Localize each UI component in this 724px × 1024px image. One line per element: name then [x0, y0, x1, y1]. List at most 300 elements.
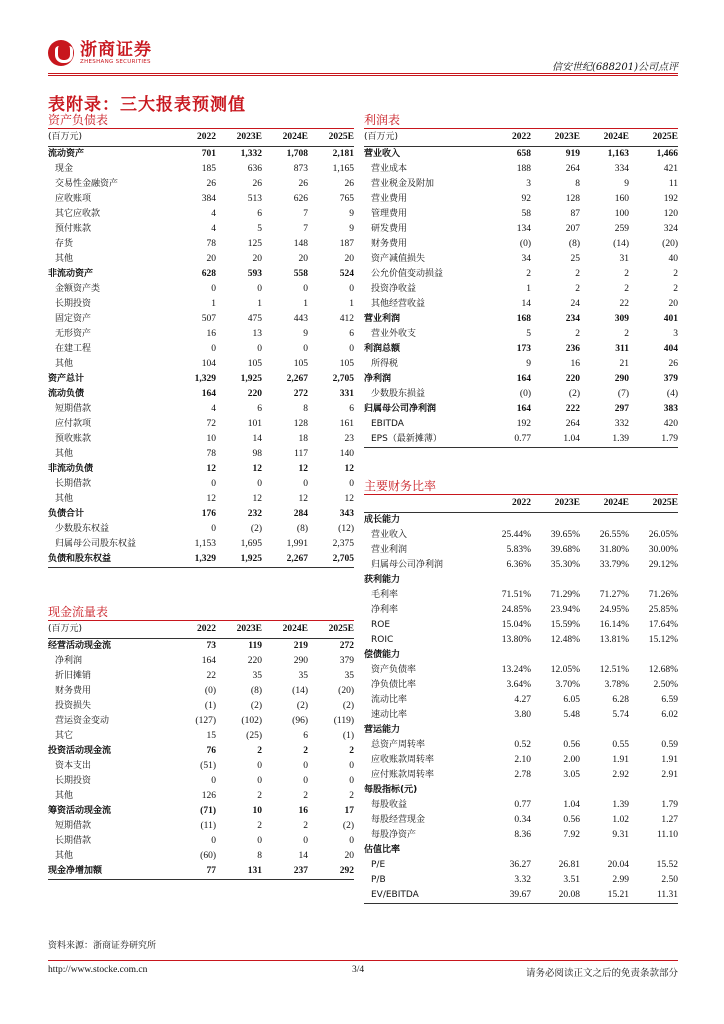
cell-value: 222 [565, 403, 580, 414]
row-label: 其他 [55, 850, 74, 861]
cell-value: 77 [170, 864, 216, 880]
cell-value: 636 [247, 163, 262, 174]
cell-value: 71.51% [501, 589, 531, 600]
row-label: 营业外收支 [371, 328, 417, 339]
cell-value: 20 [344, 253, 354, 264]
cell-value: 26 [668, 358, 678, 369]
cell-value: 1 [526, 283, 531, 294]
cell-value: 76 [206, 745, 216, 756]
cell-value: 1 [349, 298, 354, 309]
cell-value: 16 [570, 358, 580, 369]
table-row [364, 663, 678, 678]
row-label: P/E [371, 859, 386, 870]
row-label: 研发费用 [371, 223, 408, 234]
cell-value: 26.81 [558, 859, 580, 870]
table-row [48, 684, 354, 699]
row-label: 现金 [55, 163, 74, 174]
logo-icon [48, 40, 74, 66]
logo-name-cn: 浙商证券 [80, 40, 152, 60]
row-label: 营业利润 [371, 544, 408, 555]
row-label: 营业成本 [371, 163, 408, 174]
cell-value: 73 [206, 640, 216, 651]
row-label: 每股指标(元) [364, 784, 418, 795]
table-row [364, 146, 678, 162]
cell-value: 272 [339, 640, 354, 651]
table-row [48, 699, 354, 714]
cell-value: 7 [303, 223, 308, 234]
cell-value: 187 [339, 238, 354, 249]
row-label: 资本支出 [55, 760, 92, 771]
row-label: 偿债能力 [364, 649, 401, 660]
unit-label [364, 495, 482, 512]
cell-value: 1.39 [612, 799, 629, 810]
cell-value: 2 [673, 283, 678, 294]
table-row [364, 327, 678, 342]
cell-value: 1.91 [612, 754, 629, 765]
cell-value: 1,165 [332, 163, 354, 174]
cell-value [580, 723, 629, 738]
cell-value: (7) [617, 388, 629, 399]
cell-value: 25 [570, 253, 580, 264]
year-header: 2022 [170, 129, 216, 146]
cell-value: 131 [216, 864, 262, 880]
cell-value: 3.32 [514, 874, 531, 885]
cell-value: 176 [201, 508, 216, 519]
table-row [364, 312, 678, 327]
cell-value [629, 723, 678, 738]
row-label: 其他 [55, 790, 74, 801]
row-label: 成长能力 [364, 514, 401, 525]
cell-value: 2 [624, 283, 629, 294]
cell-value: 2 [624, 268, 629, 279]
year-header: 2023E [531, 495, 580, 512]
cell-value: 148 [293, 238, 308, 249]
table-row [48, 522, 354, 537]
cell-value: 9 [624, 178, 629, 189]
cell-value: 401 [663, 313, 678, 324]
cell-value: 658 [516, 148, 531, 159]
cell-value: 4 [211, 403, 216, 414]
cell-value: 4 [211, 208, 216, 219]
table-row [364, 372, 678, 387]
cell-value: 524 [339, 268, 354, 279]
cell-value: (8) [250, 685, 262, 696]
cell-value: 26 [252, 178, 262, 189]
cell-value: 0.52 [514, 739, 531, 750]
table-row [364, 798, 678, 813]
cell-value: (60) [200, 850, 216, 861]
cell-value: 324 [663, 223, 678, 234]
cash-flow-table [48, 621, 354, 880]
cell-value [580, 573, 629, 588]
cell-value: 26 [298, 178, 308, 189]
cell-value: 272 [293, 388, 308, 399]
cell-value: 220 [565, 373, 580, 384]
cell-value: 1,991 [286, 538, 308, 549]
row-label: 营业收入 [364, 148, 401, 159]
cell-value: 1.91 [661, 754, 678, 765]
cell-value: 25.85% [648, 604, 678, 615]
balance-sheet-title: 资产负债表 [48, 113, 109, 127]
cell-value: 9 [303, 328, 308, 339]
cell-value: 128 [565, 193, 580, 204]
row-label: 营运能力 [364, 724, 401, 735]
row-label: 经营活动现金流 [48, 640, 112, 651]
row-label: 负债合计 [48, 508, 85, 519]
cell-value: 104 [201, 358, 216, 369]
table-row [48, 744, 354, 759]
table-row [364, 528, 678, 543]
cell-value: 873 [293, 163, 308, 174]
cell-value: 35 [344, 670, 354, 681]
row-label: 折旧摊销 [55, 670, 92, 681]
row-label: 财务费用 [55, 685, 92, 696]
row-label: 应收账款周转率 [371, 754, 435, 765]
table-row [48, 327, 354, 342]
cell-value: 1.27 [661, 814, 678, 825]
cell-value: 4.27 [514, 694, 531, 705]
table-row [48, 714, 354, 729]
table-row [48, 282, 354, 297]
row-label: 营业费用 [371, 193, 408, 204]
cell-value: 164 [516, 403, 531, 414]
cell-value: 15.59% [550, 619, 580, 630]
cell-value: 3.70% [555, 679, 580, 690]
row-label: 其他 [55, 358, 74, 369]
cell-value: 17.64% [648, 619, 678, 630]
table-row [364, 813, 678, 828]
cell-value: 1.02 [612, 814, 629, 825]
cell-value: 6.05 [563, 694, 580, 705]
cell-value: 0.34 [514, 814, 531, 825]
cell-value: (0) [204, 685, 216, 696]
cell-value: 2.10 [514, 754, 531, 765]
cell-value: 26 [344, 178, 354, 189]
table-row [48, 222, 354, 237]
cell-value: 164 [201, 388, 216, 399]
cell-value: 8 [575, 178, 580, 189]
table-row [48, 804, 354, 819]
cell-value: 15.52 [656, 859, 678, 870]
cell-value: 6 [349, 328, 354, 339]
year-header: 2024E [262, 621, 308, 638]
year-header: 2025E [308, 621, 354, 638]
cell-value: 236 [565, 343, 580, 354]
cell-value: 0 [303, 343, 308, 354]
row-label: 毛利率 [371, 589, 399, 600]
cell-value: 0 [211, 343, 216, 354]
cell-value: 168 [516, 313, 531, 324]
table-row [364, 558, 678, 573]
source-note: 资料来源：浙商证券研究所 [48, 941, 157, 951]
row-label: ROE [371, 619, 391, 630]
cell-value: 30.00% [648, 544, 678, 555]
cell-value: 3.80 [514, 709, 531, 720]
cell-value: 8 [303, 403, 308, 414]
cell-value: 1.39 [580, 432, 629, 448]
cell-value: 6.02 [661, 709, 678, 720]
cell-value: 0 [303, 478, 308, 489]
cell-value: 26.55% [599, 529, 629, 540]
row-label: 少数股东权益 [55, 523, 110, 534]
cell-value: 475 [247, 313, 262, 324]
cell-value: 29.12% [648, 559, 678, 570]
table-row [48, 192, 354, 207]
cell-value: 6 [349, 403, 354, 414]
cell-value: 234 [565, 313, 580, 324]
cell-value: 332 [614, 418, 629, 429]
page-number: 3/4 [352, 965, 365, 975]
table-row [48, 849, 354, 864]
header-divider [48, 73, 678, 74]
cell-value: 164 [516, 373, 531, 384]
row-label: 管理费用 [371, 208, 408, 219]
cell-value: (14) [292, 685, 308, 696]
table-row [364, 783, 678, 798]
table-row [48, 819, 354, 834]
cell-value: 22 [619, 298, 629, 309]
cell-value [482, 512, 531, 528]
page-title: 表附录：三大报表预测值 [48, 95, 246, 115]
row-label: 获利能力 [364, 574, 401, 585]
table-row [364, 267, 678, 282]
table-row [48, 237, 354, 252]
cell-value: (25) [246, 730, 262, 741]
row-label: 短期借款 [55, 820, 92, 831]
row-label: 投资净收益 [371, 283, 417, 294]
cell-value: 1,163 [607, 148, 629, 159]
cell-value: 0.56 [563, 739, 580, 750]
cell-value [482, 843, 531, 858]
row-label: 预收账款 [55, 433, 92, 444]
row-label: 长期投资 [55, 775, 92, 786]
cell-value: 8 [257, 850, 262, 861]
cell-value: 9 [526, 358, 531, 369]
cell-value: 164 [201, 655, 216, 666]
cell-value: 12 [252, 463, 262, 474]
cell-value: 220 [247, 655, 262, 666]
cell-value: 2.50 [661, 874, 678, 885]
cell-value: 1,708 [286, 148, 308, 159]
cell-value: 0 [211, 283, 216, 294]
cell-value: 1,925 [216, 552, 262, 568]
cell-value: 1,153 [194, 538, 216, 549]
cell-value: (119) [333, 715, 354, 726]
cell-value: 0 [211, 478, 216, 489]
table-row [364, 207, 678, 222]
row-label: 每股收益 [371, 799, 408, 810]
cell-value: 309 [614, 313, 629, 324]
cell-value: 3.78% [604, 679, 629, 690]
table-row [48, 342, 354, 357]
cell-value [482, 648, 531, 663]
cell-value: 626 [293, 193, 308, 204]
cell-value: 0 [303, 775, 308, 786]
cell-value [629, 573, 678, 588]
cell-value: 6 [257, 208, 262, 219]
cell-value: 15 [206, 730, 216, 741]
cell-value: 78 [206, 448, 216, 459]
cell-value: 2 [673, 268, 678, 279]
cell-value: 2.99 [612, 874, 629, 885]
row-label: 存货 [55, 238, 74, 249]
cell-value: 1,466 [656, 148, 678, 159]
cell-value: 78 [206, 238, 216, 249]
ratios-table [364, 495, 678, 904]
cell-value: 4 [211, 223, 216, 234]
cell-value: 5.83% [506, 544, 531, 555]
cell-value: 2,705 [332, 373, 354, 384]
cell-value: 765 [339, 193, 354, 204]
cell-value: 7.92 [563, 829, 580, 840]
cell-value: 2 [257, 745, 262, 756]
cell-value: 33.79% [599, 559, 629, 570]
table-row [364, 873, 678, 888]
income-statement-title: 利润表 [364, 113, 401, 127]
table-row [364, 222, 678, 237]
cell-value: 3.51 [563, 874, 580, 885]
cell-value: 593 [247, 268, 262, 279]
cell-value: 0 [349, 478, 354, 489]
cell-value [531, 648, 580, 663]
table-row [48, 207, 354, 222]
cell-value: 2 [303, 790, 308, 801]
cell-value: 39.68% [550, 544, 580, 555]
cell-value: 23 [344, 433, 354, 444]
table-row [48, 552, 354, 568]
cell-value: 35 [252, 670, 262, 681]
cell-value: 2 [575, 283, 580, 294]
table-row [48, 312, 354, 327]
table-row [48, 669, 354, 684]
table-row [48, 297, 354, 312]
cell-value: 0 [257, 283, 262, 294]
cell-value: 5 [257, 223, 262, 234]
table-row [364, 618, 678, 633]
row-label: 营业利润 [364, 313, 401, 324]
cell-value: 18 [298, 433, 308, 444]
table-row [364, 588, 678, 603]
year-header: 2023E [531, 129, 580, 146]
cell-value: 15.21 [580, 888, 629, 904]
cell-value: (2) [342, 700, 354, 711]
cell-value: 15.12% [648, 634, 678, 645]
cell-value: 2,705 [308, 552, 354, 568]
footer-disclaimer: 请务必阅读正文之后的免责条款部分 [525, 968, 678, 979]
cell-value: 1 [211, 298, 216, 309]
table-row [48, 729, 354, 744]
cell-value: 22 [206, 670, 216, 681]
cell-value: 140 [339, 448, 354, 459]
cell-value [531, 573, 580, 588]
table-row [364, 768, 678, 783]
cell-value [629, 512, 678, 528]
cell-value: 24 [570, 298, 580, 309]
cell-value: 6.36% [506, 559, 531, 570]
cell-value: 16 [206, 328, 216, 339]
cell-value: 12.48% [550, 634, 580, 645]
table-row [48, 267, 354, 282]
cell-value: 39.67 [482, 888, 531, 904]
cell-value: 1 [257, 298, 262, 309]
row-label: 在建工程 [55, 343, 92, 354]
row-label: 资产负债率 [371, 664, 417, 675]
row-label: 预付账款 [55, 223, 92, 234]
cell-value [629, 783, 678, 798]
table-row [364, 512, 678, 528]
cell-value: 173 [516, 343, 531, 354]
cell-value: 1.79 [629, 432, 678, 448]
row-label: 长期借款 [55, 835, 92, 846]
table-row [364, 282, 678, 297]
cell-value: 2,267 [286, 373, 308, 384]
row-label: 现金净增加额 [48, 864, 170, 880]
cell-value [482, 573, 531, 588]
cell-value: 12.05% [550, 664, 580, 675]
table-row [364, 678, 678, 693]
cell-value: 264 [565, 418, 580, 429]
cell-value: 101 [247, 418, 262, 429]
table-row [364, 828, 678, 843]
cell-value: 10 [206, 433, 216, 444]
table-row [48, 387, 354, 402]
cell-value: 192 [516, 418, 531, 429]
cell-value: 311 [615, 343, 629, 354]
cell-value: 3.05 [563, 769, 580, 780]
cell-value: 126 [201, 790, 216, 801]
cell-value: 31.80% [599, 544, 629, 555]
table-row [364, 708, 678, 723]
cell-value: 2 [257, 820, 262, 831]
year-header: 2025E [629, 495, 678, 512]
cell-value: 2.92 [612, 769, 629, 780]
row-label: 固定资产 [55, 313, 92, 324]
table-row [48, 507, 354, 522]
year-header: 2024E [580, 495, 629, 512]
cell-value: (51) [200, 760, 216, 771]
cell-value [580, 783, 629, 798]
cell-value: (12) [338, 523, 354, 534]
cell-value: 2 [575, 328, 580, 339]
cell-value: 15.04% [501, 619, 531, 630]
table-row [364, 648, 678, 663]
row-label: 估值比率 [364, 844, 401, 855]
row-label: 净利润 [364, 373, 392, 384]
row-label: 归属母公司净利润 [364, 403, 437, 414]
cell-value: 11.10 [656, 829, 678, 840]
row-label: 公允价值变动损益 [371, 268, 444, 279]
cell-value: 2,267 [262, 552, 308, 568]
cell-value: 120 [663, 208, 678, 219]
cell-value: 0.59 [661, 739, 678, 750]
cell-value: 290 [293, 655, 308, 666]
footer-divider [48, 960, 678, 961]
cell-value: (2) [250, 700, 262, 711]
cell-value: (20) [338, 685, 354, 696]
cell-value [531, 723, 580, 738]
cell-value: (2) [296, 700, 308, 711]
cell-value: 264 [565, 163, 580, 174]
cell-value: 919 [565, 148, 580, 159]
table-row [364, 387, 678, 402]
footer-url: http://www.stocke.com.cn [48, 965, 148, 975]
cell-value: 421 [663, 163, 678, 174]
cell-value: 0 [257, 775, 262, 786]
table-row [364, 573, 678, 588]
cell-value [580, 648, 629, 663]
cell-value: 420 [663, 418, 678, 429]
cell-value: 2,181 [332, 148, 354, 159]
